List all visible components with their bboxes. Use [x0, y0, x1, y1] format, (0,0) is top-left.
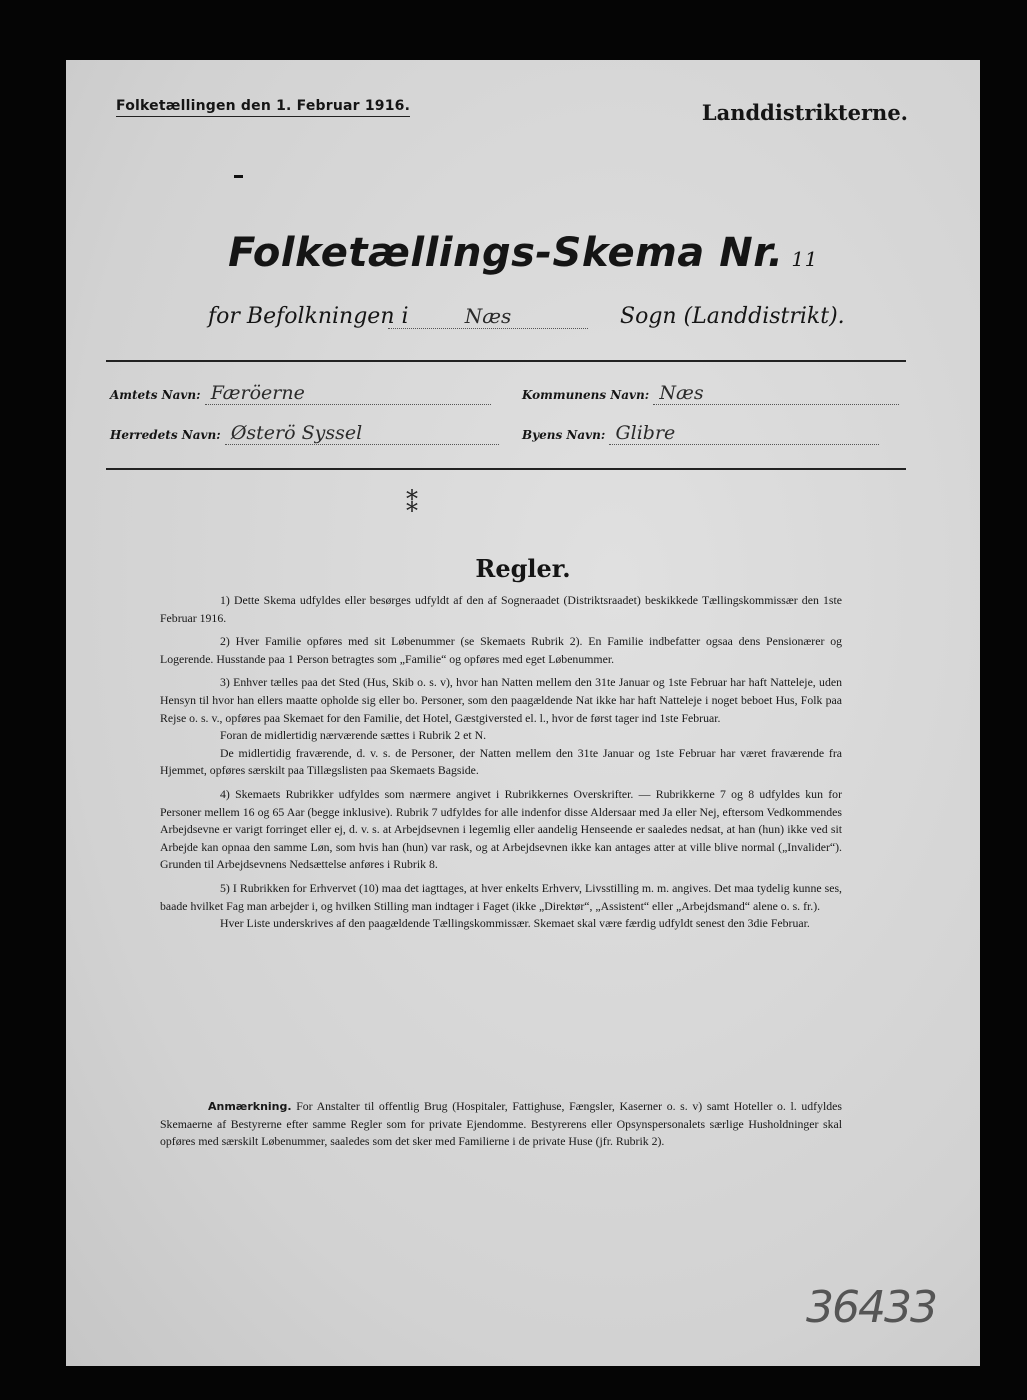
- form-title-text: Folketællings-Skema Nr.: [228, 230, 784, 276]
- rules-heading: Regler.: [475, 554, 571, 583]
- rule-paragraph: Foran de midlertidig nærværende sættes i Rubrik 2 et N.: [220, 728, 487, 743]
- district-type-header: Landdistrikterne.: [701, 100, 908, 125]
- county-label: Amtets Navn:: [110, 388, 201, 402]
- county-value: Færöerne: [205, 382, 491, 405]
- rule-paragraph: 2) Hver Familie opføres med sit Løbenummer (se Skemaets Rubrik 2). En Familie indbefatter ogsaa dens Pensionærer og Logerende. Husstande paa 1 Person betragtes som „Familie“ og opføres med eget Løbenummer.: [160, 634, 842, 666]
- population-label: for Befolkningen i: [208, 304, 409, 329]
- parish-label: Sogn (Landdistrikt).: [620, 304, 845, 329]
- note-block: [160, 1098, 842, 1151]
- rule-paragraph: 1) Dette Skema udfyldes eller besørges udfyldt af den af Sogneraadet (Distriktsraadet) beskikkede Tællingskommissær den 1ste Februar 1916.: [160, 593, 842, 625]
- district-field: [110, 422, 499, 445]
- rule-paragraph: Hver Liste underskrives af den paagældende Tællingskommissær. Skemaet skal være færdig udfyldt senest den 3die Februar.: [220, 916, 810, 931]
- census-form-page: [66, 60, 980, 1366]
- form-number: 11: [791, 247, 818, 271]
- municipality-label: Kommunens Navn:: [522, 388, 650, 402]
- note-label: Anmærkning.: [208, 1100, 292, 1113]
- district-label: Herredets Navn:: [110, 428, 221, 442]
- town-field: [522, 422, 879, 445]
- district-value: Østerö Syssel: [225, 422, 499, 445]
- rule-paragraph: De midlertidig fraværende, d. v. s. de Personer, der Natten mellem den 31te Januar og 1ste Februar har været fraværende fra Hjemmet, opføres særskilt paa Tillægslisten paa Skemaets Bagside.: [160, 745, 842, 778]
- municipality-value: Næs: [653, 382, 899, 405]
- rule-paragraph: 4) Skemaets Rubrikker udfyldes som nærmere angivet i Rubrikkernes Overskrifter. — Rubrikkerne 7 og 8 udfyldes kun for Personer mellem 16 og 65 Aar (begge inklusive). Rubrik 7 udfyldes for alle indenfor disse Aldersaar med Ja eller Nej, eftersom Vedkommendes Arbejdsevne er varigt forringet eller ej, d. v. s. at Arbejdsevnen i legemlig eller aandelig Henseende er saaledes nedsat, at han (hun) ikke ved sit Arbejde kan opnaa den samme Løn, som hvis han (hun) var rask, og at Arbejdsevnen ikke kan antages atter at ville blive normal („Invalider“). Grunden til Arbejdsevnens Nedsættelse anføres i Rubrik 8.: [160, 786, 842, 872]
- parish-value: Næs: [388, 304, 588, 329]
- population-line: [208, 304, 908, 338]
- archive-number: 36433: [806, 1282, 936, 1333]
- form-title: [66, 230, 980, 276]
- rule-paragraph: 3) Enhver tælles paa det Sted (Hus, Skib o. s. v), hvor han Natten mellem den 31te Januar og 1ste Februar har haft Natteleje, uden Hensyn til hvor han ellers maatte opholde sig eller bo. Personer, som den paagældende Nat ikke har haft Natteleje i noget beboet Hus, Folk paa Rejse o. s. v., opføres paa Skemaet for den Familie, det Hotel, Gæstgiversted el. l., hvor de først tager ind 1ste Februar.: [160, 675, 842, 725]
- note-text: For Anstalter til offentlig Brug (Hospitaler, Fattighuse, Fængsler, Kaserner o. s. v) samt Hoteller o. l. udfyldes Skemaerne af Bestyrerne efter samme Regler som for private Ejendomme. Bestyrerens eller Opsynspersonalets særlige Husholdninger skal opføres med særskilt Løbenummer, saaledes som det sker med Familierne i de private Huse (jfr. Rubrik 2).: [160, 1099, 842, 1149]
- rule-paragraph: 5) I Rubrikken for Erhvervet (10) maa det iagttages, at hver enkelts Erhverv, Livsstilling m. m. angives. Det maa tydelig kunne ses, baade hvilket Fag man arbejder i, og hvilken Stilling man indtager i Faget (ikke „Direktør“, „Assistent“ eller „Arbejdsmand“ alene o. s. fr.).: [160, 880, 842, 913]
- town-label: Byens Navn:: [522, 428, 606, 442]
- municipality-field: [522, 382, 899, 405]
- rules-body: [160, 592, 842, 939]
- census-date-header: Folketællingen den 1. Februar 1916.: [116, 98, 410, 117]
- ink-dash-mark: [234, 175, 243, 178]
- divider-bottom: [106, 468, 906, 470]
- town-value: Glibre: [609, 422, 879, 445]
- ink-mark: ⁑: [406, 490, 418, 518]
- divider-top: [106, 360, 906, 362]
- county-field: [110, 382, 491, 405]
